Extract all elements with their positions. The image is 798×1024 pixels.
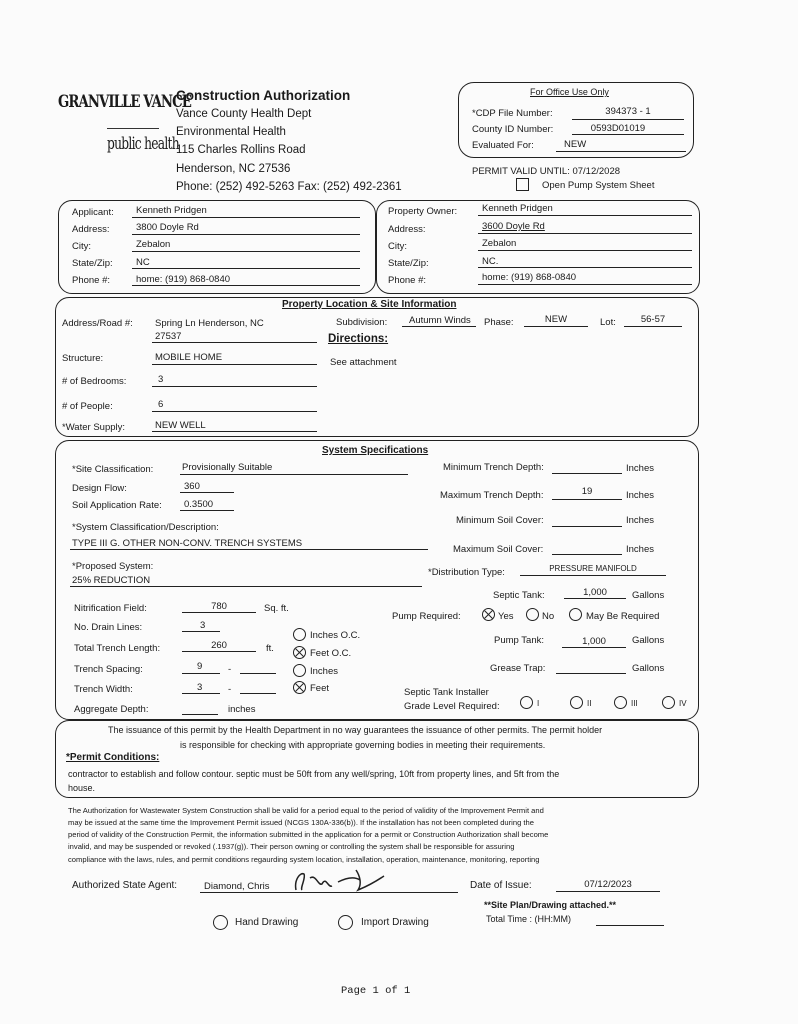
proposed-system-label: *Proposed System: bbox=[72, 561, 154, 572]
inches-oc-label: Inches O.C. bbox=[310, 630, 361, 641]
proposed-system-value: 25% REDUCTION bbox=[72, 575, 151, 586]
property-address-value: Spring Ln Henderson, NC bbox=[155, 318, 264, 329]
drain-lines-value: 3 bbox=[200, 620, 206, 631]
soil-rate-value: 0.3500 bbox=[184, 499, 214, 510]
grease-trap-unit: Gallons bbox=[632, 663, 665, 674]
hand-drawing-label: Hand Drawing bbox=[235, 917, 299, 928]
open-pump-label: Open Pump System Sheet bbox=[542, 180, 655, 191]
trench-length-unit: ft. bbox=[266, 643, 274, 654]
pump-no-label: No bbox=[542, 611, 555, 622]
grade-level-label: Grade Level Required: bbox=[404, 701, 500, 712]
grade-iv-label: IV bbox=[679, 699, 687, 708]
property-address-zip: 27537 bbox=[155, 331, 182, 342]
owner-phone-value: home: (919) 868-0840 bbox=[482, 272, 577, 283]
lot-label: Lot: bbox=[600, 317, 616, 328]
applicant-address-value: 3800 Doyle Rd bbox=[136, 222, 199, 233]
pump-maybe-radio[interactable] bbox=[569, 608, 582, 621]
pump-maybe-label: May Be Required bbox=[586, 611, 660, 622]
nitrification-value: 780 bbox=[211, 601, 227, 612]
grade-iv-radio[interactable] bbox=[662, 696, 675, 709]
owner-address-value: 3600 Doyle Rd bbox=[482, 221, 545, 232]
agent-name: Diamond, Chris bbox=[204, 881, 270, 892]
feet-oc-label: Feet O.C. bbox=[310, 648, 352, 659]
applicant-address-label: Address: bbox=[72, 224, 110, 235]
property-address-label: Address/Road #: bbox=[62, 318, 133, 329]
pump-yes-label: Yes bbox=[498, 611, 514, 622]
max-trench-label: Maximum Trench Depth: bbox=[440, 490, 544, 501]
max-soil-unit: Inches bbox=[626, 544, 654, 555]
permit-conditions-text: contractor to establish and follow contour. septic must be 50ft from any well/spring, 10ft from property lines, and 5ft from the bbox=[68, 769, 560, 779]
date-value: 07/12/2023 bbox=[584, 879, 632, 890]
owner-value: Kenneth Pridgen bbox=[482, 203, 553, 214]
trench-width-dash: - bbox=[228, 684, 232, 695]
pump-yes-radio[interactable] bbox=[482, 608, 495, 621]
inches-oc-radio[interactable] bbox=[293, 628, 306, 641]
total-time-label: Total Time : (HH:MM) bbox=[486, 914, 572, 924]
office-use-title: For Office Use Only bbox=[530, 87, 609, 97]
feet-oc-radio[interactable] bbox=[293, 646, 306, 659]
min-trench-unit: Inches bbox=[626, 463, 654, 474]
owner-phone-label: Phone #: bbox=[388, 275, 427, 286]
legal-line4: invalid, and may be suspended or revoked (.1937(g)). Their person owning or controlling the system shall be responsible for assuring bbox=[68, 842, 515, 851]
trench-spacing-label: Trench Spacing: bbox=[74, 664, 143, 675]
page-number: Page 1 of 1 bbox=[341, 985, 411, 997]
inches-label: Inches bbox=[310, 666, 338, 677]
form-title: Construction Authorization bbox=[176, 88, 351, 103]
design-flow-value: 360 bbox=[184, 481, 200, 492]
property-section-title: Property Location & Site Information bbox=[282, 299, 457, 310]
import-drawing-label: Import Drawing bbox=[361, 917, 429, 928]
trench-width-label: Trench Width: bbox=[74, 684, 133, 695]
distribution-label: *Distribution Type: bbox=[428, 567, 505, 578]
aggregate-label: Aggregate Depth: bbox=[74, 704, 149, 715]
bedrooms-label: # of Bedrooms: bbox=[62, 376, 127, 387]
disclaimer-line2: is responsible for checking with appropriate governing bodies in meeting their requirements. bbox=[180, 740, 546, 750]
applicant-statezip-label: State/Zip: bbox=[72, 258, 113, 269]
min-soil-unit: Inches bbox=[626, 515, 654, 526]
date-label: Date of Issue: bbox=[470, 880, 532, 891]
legal-line1: The Authorization for Wastewater System Construction shall be valid for a period equal to the period of validity of the Improvement Permit and bbox=[68, 806, 544, 815]
people-label: # of People: bbox=[62, 401, 113, 412]
owner-address-label: Address: bbox=[388, 224, 426, 235]
aggregate-unit: inches bbox=[228, 704, 256, 715]
septic-tank-unit: Gallons bbox=[632, 590, 665, 601]
cdp-value: 394373 - 1 bbox=[605, 106, 651, 117]
open-pump-checkbox[interactable] bbox=[516, 178, 529, 191]
applicant-phone-value: home: (919) 868-0840 bbox=[136, 274, 231, 285]
system-specs-box bbox=[55, 440, 699, 720]
dept-city: Henderson, NC 27536 bbox=[176, 163, 291, 175]
grade-iii-label: III bbox=[631, 699, 638, 708]
agent-label: Authorized State Agent: bbox=[72, 880, 178, 891]
cdp-label: *CDP File Number: bbox=[472, 108, 553, 119]
pump-tank-value: 1,000 bbox=[582, 636, 606, 647]
grade-i-label: I bbox=[537, 699, 540, 708]
structure-value: MOBILE HOME bbox=[155, 352, 223, 363]
owner-statezip-value: NC. bbox=[482, 256, 499, 267]
feet-radio[interactable] bbox=[293, 681, 306, 694]
classification-label: *System Classification/Description: bbox=[72, 522, 219, 533]
applicant-city-label: City: bbox=[72, 241, 91, 252]
min-soil-label: Minimum Soil Cover: bbox=[456, 515, 544, 526]
grade-iii-radio[interactable] bbox=[614, 696, 627, 709]
owner-statezip-label: State/Zip: bbox=[388, 258, 429, 269]
max-trench-unit: Inches bbox=[626, 490, 654, 501]
agency-logo-line1: GRANVILLE VANCE bbox=[58, 92, 191, 112]
nitrification-unit: Sq. ft. bbox=[264, 603, 289, 614]
nitrification-label: Nitrification Field: bbox=[74, 603, 147, 614]
site-class-label: *Site Classification: bbox=[72, 464, 154, 475]
pump-tank-label: Pump Tank: bbox=[494, 635, 544, 646]
agent-signature bbox=[288, 866, 388, 896]
inches-radio[interactable] bbox=[293, 664, 306, 677]
max-soil-label: Maximum Soil Cover: bbox=[453, 544, 544, 555]
grade-ii-radio[interactable] bbox=[570, 696, 583, 709]
lot-value: 56-57 bbox=[640, 314, 666, 325]
county-id-label: County ID Number: bbox=[472, 124, 554, 135]
pump-required-label: Pump Required: bbox=[392, 611, 461, 622]
evaluated-value: NEW bbox=[564, 139, 587, 150]
legal-line2: may be issued at the same time the Improvement Permit issued (NCGS 130A-336(b)). If the installation has not been completed during the bbox=[68, 818, 534, 827]
design-flow-label: Design Flow: bbox=[72, 483, 127, 494]
legal-line5: compliance with the laws, rules, and permit conditions regaurding system location, installation, operation, maintenance, monitoring, reporting bbox=[68, 855, 540, 864]
phase-value: NEW bbox=[544, 314, 568, 325]
import-drawing-radio[interactable] bbox=[338, 915, 353, 930]
water-supply-value: NEW WELL bbox=[155, 420, 206, 431]
trench-width-value: 3 bbox=[197, 682, 203, 693]
owner-label: Property Owner: bbox=[388, 206, 458, 217]
applicant-value: Kenneth Pridgen bbox=[136, 205, 207, 216]
trench-spacing-value: 9 bbox=[197, 661, 203, 672]
max-trench-value: 19 bbox=[581, 486, 593, 497]
county-id-value: 0593D01019 bbox=[590, 123, 646, 134]
site-class-value: Provisionally Suitable bbox=[182, 462, 273, 473]
structure-label: Structure: bbox=[62, 353, 104, 364]
agency-logo-line2: public health bbox=[107, 134, 179, 154]
distribution-value: PRESSURE MANIFOLD bbox=[549, 564, 637, 573]
division-name: Environmental Health bbox=[176, 126, 286, 138]
owner-city-value: Zebalon bbox=[482, 238, 517, 249]
logo-divider bbox=[107, 128, 159, 129]
bedrooms-value: 3 bbox=[158, 374, 164, 385]
septic-tank-label: Septic Tank: bbox=[493, 590, 545, 601]
permit-conditions-text2: house. bbox=[68, 783, 96, 793]
applicant-city-value: Zebalon bbox=[136, 239, 171, 250]
classification-value: TYPE III G. OTHER NON-CONV. TRENCH SYSTEMS bbox=[72, 538, 303, 549]
min-trench-label: Minimum Trench Depth: bbox=[443, 462, 544, 473]
pump-tank-unit: Gallons bbox=[632, 635, 665, 646]
site-plan-note: **Site Plan/Drawing attached.** bbox=[484, 900, 617, 910]
directions-label: Directions: bbox=[328, 333, 389, 345]
dept-name: Vance County Health Dept bbox=[176, 108, 312, 120]
septic-tank-value: 1,000 bbox=[583, 587, 607, 598]
installer-label: Septic Tank Installer bbox=[404, 687, 489, 698]
grade-ii-label: II bbox=[587, 699, 592, 708]
feet-label: Feet bbox=[310, 683, 330, 694]
owner-city-label: City: bbox=[388, 241, 407, 252]
legal-line3: period of validity of the Construction Permit, the information submitted in the application for a permit or Construction Authorization shall become bbox=[68, 830, 549, 839]
trench-length-value: 260 bbox=[211, 640, 227, 651]
pump-no-radio[interactable] bbox=[526, 608, 539, 621]
subdivision-label: Subdivision: bbox=[336, 317, 388, 328]
hand-drawing-radio[interactable] bbox=[213, 915, 228, 930]
disclaimer-line1: The issuance of this permit by the Health Department in no way guarantees the issuance of other permits. The permit holder bbox=[108, 725, 603, 735]
trench-length-label: Total Trench Length: bbox=[74, 643, 161, 654]
subdivision-value: Autumn Winds bbox=[409, 315, 471, 326]
applicant-label: Applicant: bbox=[72, 207, 114, 218]
permit-conditions-title: *Permit Conditions: bbox=[66, 752, 160, 763]
water-supply-label: *Water Supply: bbox=[62, 422, 126, 433]
applicant-phone-label: Phone #: bbox=[72, 275, 111, 286]
drain-lines-label: No. Drain Lines: bbox=[74, 622, 143, 633]
applicant-statezip-value: NC bbox=[136, 257, 150, 268]
phase-label: Phase: bbox=[484, 317, 514, 328]
grease-trap-label: Grease Trap: bbox=[490, 663, 546, 674]
people-value: 6 bbox=[158, 399, 164, 410]
permit-valid-until: PERMIT VALID UNTIL: 07/12/2028 bbox=[472, 166, 621, 177]
grade-i-radio[interactable] bbox=[520, 696, 533, 709]
directions-value: See attachment bbox=[330, 357, 397, 368]
dept-street: 115 Charles Rollins Road bbox=[176, 144, 306, 156]
evaluated-label: Evaluated For: bbox=[472, 140, 534, 151]
dept-phone-fax: Phone: (252) 492-5263 Fax: (252) 492-2361 bbox=[176, 181, 402, 193]
trench-spacing-dash: - bbox=[228, 664, 232, 675]
soil-rate-label: Soil Application Rate: bbox=[72, 500, 162, 511]
system-section-title: System Specifications bbox=[322, 445, 429, 456]
